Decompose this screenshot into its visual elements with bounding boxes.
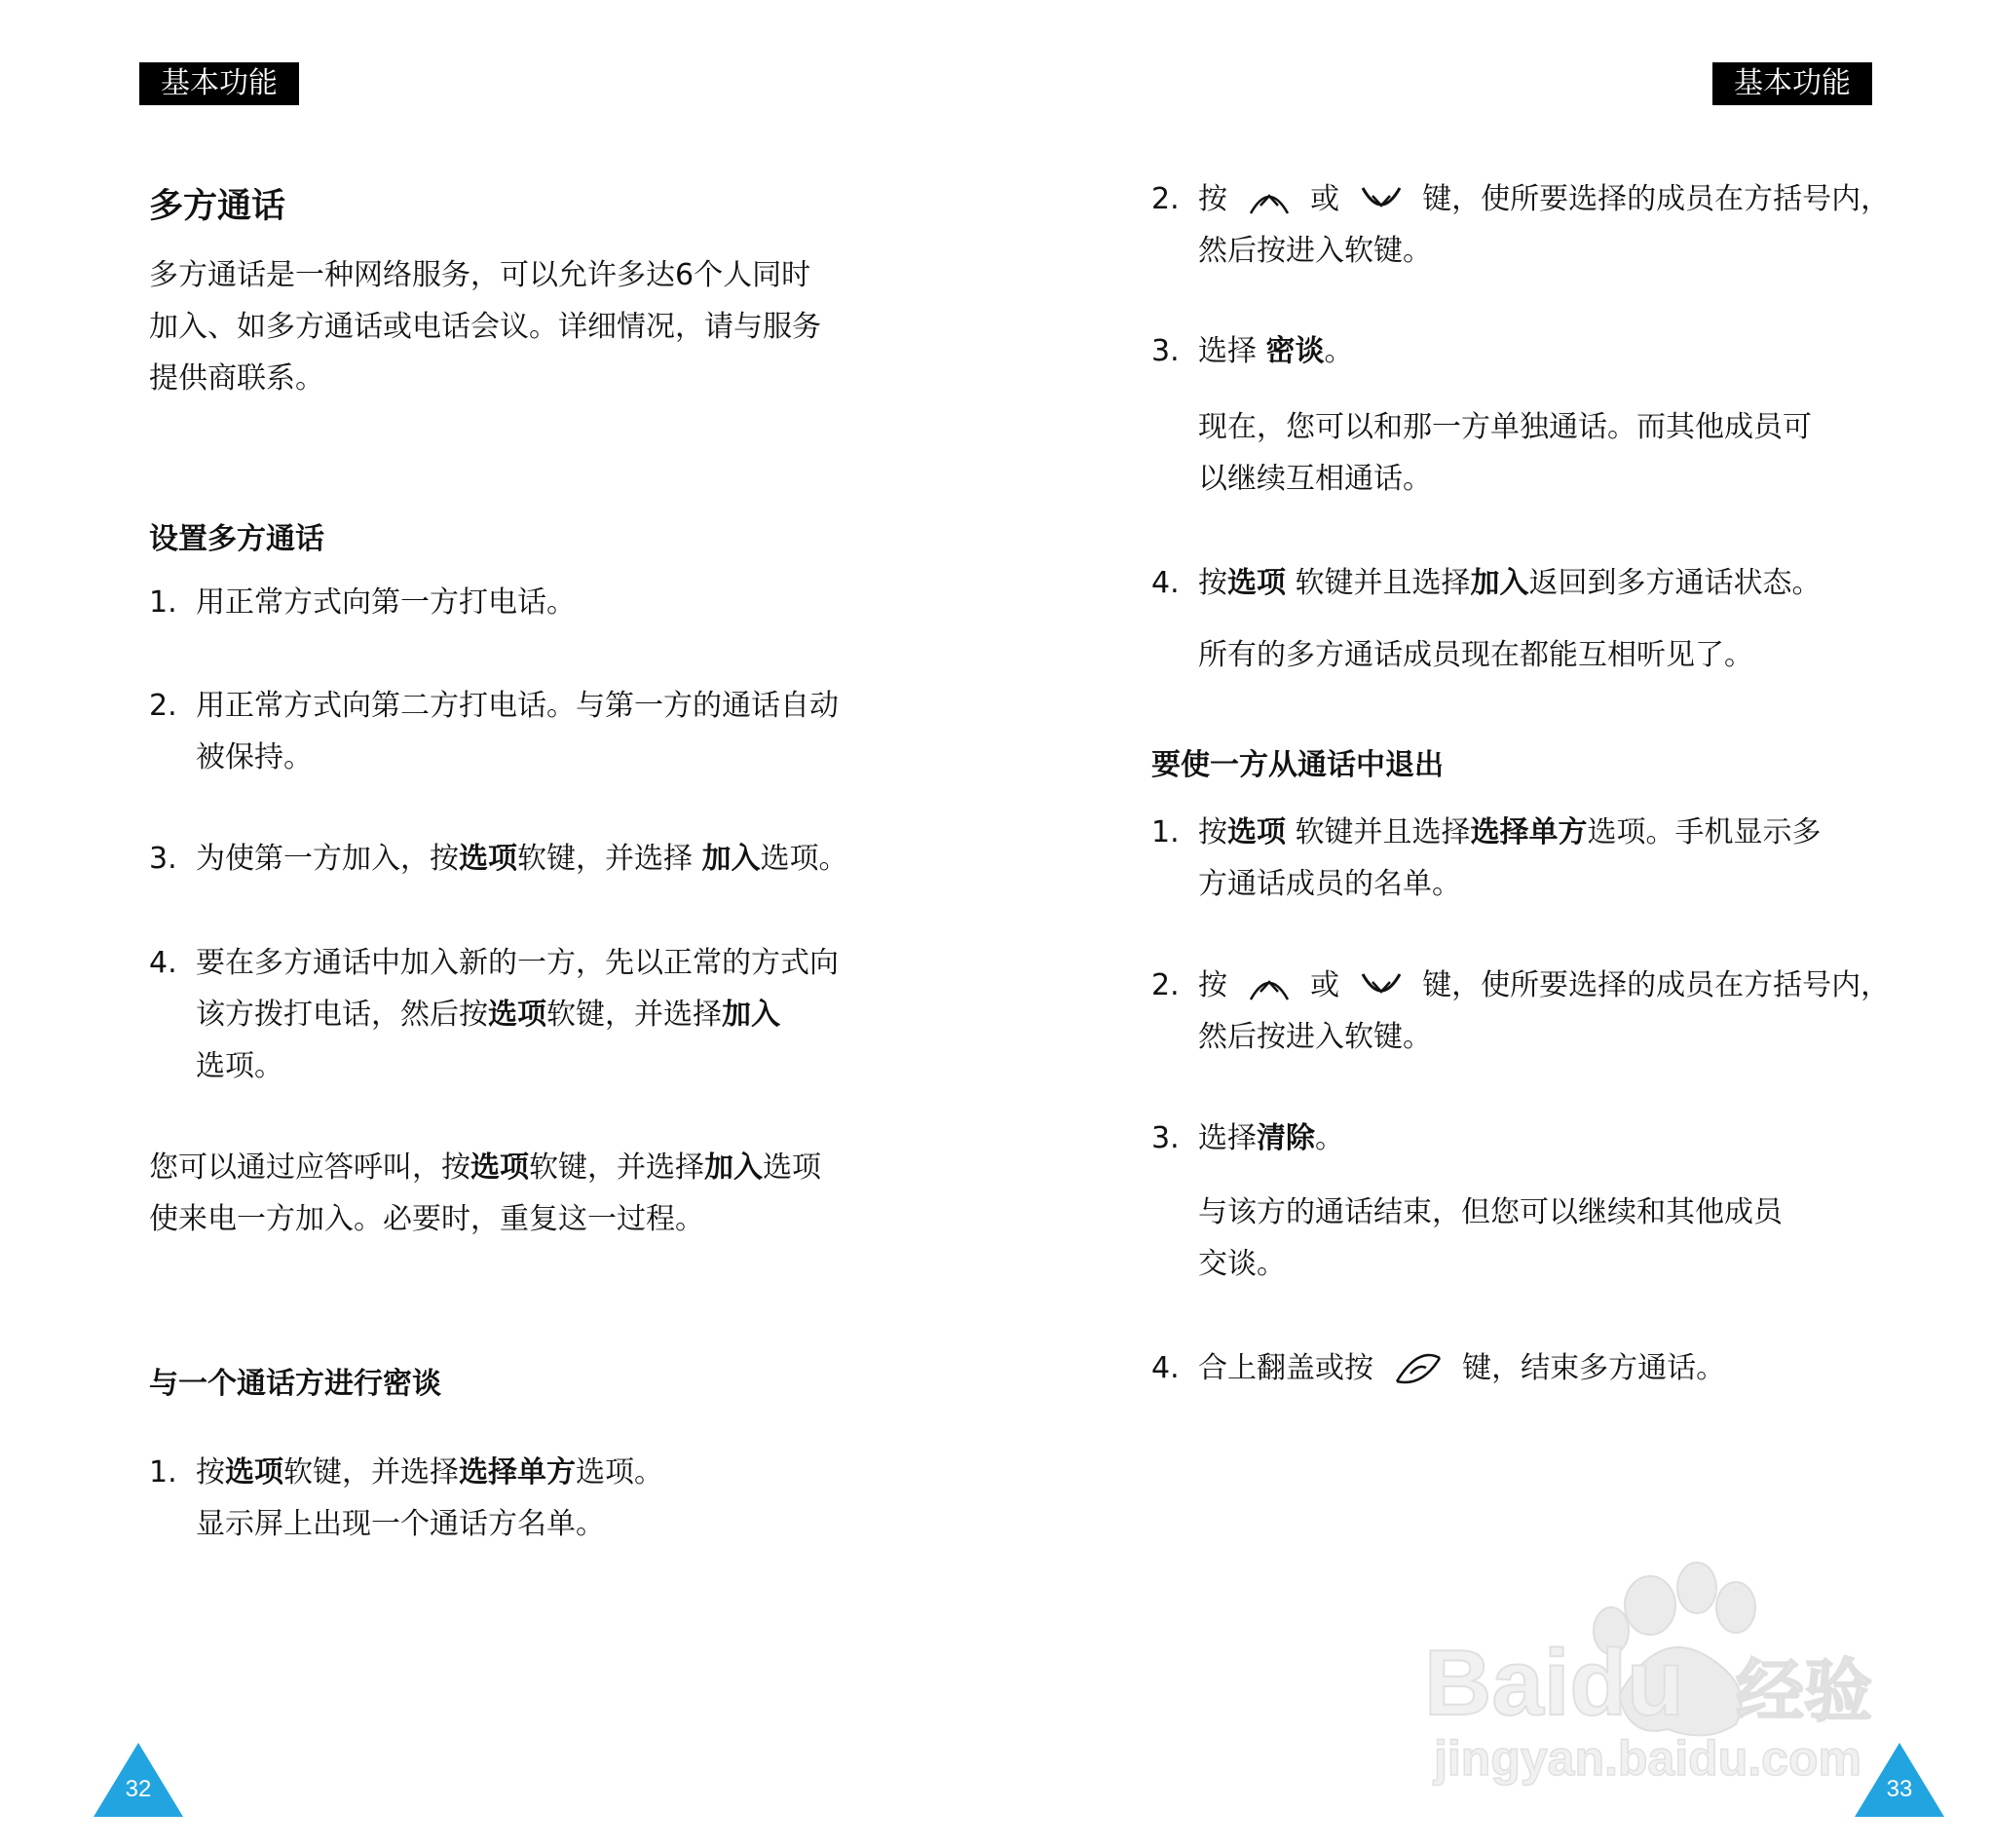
- page-number: 32: [125, 1776, 152, 1802]
- page-number-badge: [94, 1743, 183, 1817]
- svg-text:Baidu: Baidu: [1424, 1631, 1684, 1735]
- left-page: 基本功能 多方通话 多方通话是一种网络服务，可以允许多达6个人同时 加入、如多方通话或电话会议。详细情况，请与服务 提供商联系。 设置多方通话 1. 用正常方式向第一方打电话。 2. 用正常方式向第二方打电话。与第一方的通话自动 被保持。 3. 为使第一方加入，按选项软键，并选择 加入选项。 4. 要在多方通话中加入新的一方，先以正常的方式向 该方拨打电话，然后按选项软键，并选择加入 选项。 您可以通过应答呼叫，按选项软键，并选择加入选项 使来电一方加入。必要时，重复这一过程。 与一个通话方进行密谈 1. 按选项软键，并选择选择单方选项。 显示屏上出现一个通话方名单。 32: [0, 0, 996, 1848]
- description: 现在，您可以和那一方单独通话。而其他成员可 以继续互相通话。: [1198, 410, 1812, 496]
- chapter-tag: 基本功能: [139, 62, 299, 105]
- description: 与该方的通话结束，但您可以继续和其他成员 交谈。: [1198, 1195, 1783, 1281]
- section-title: 多方通话: [149, 187, 286, 226]
- right-page: 基本功能 2. 按 或 键，使所要选择的成员在方括号内， 然后按进入软键。 3. 选择 密谈。 现在，您可以和那一方单独通话。而其他成员可 以继续互相通话。 4. 按选项 软键并且选择加入返回到多方通话状态。 所有的多方通话成员现在都能互相听见了。 要使一方从通话中退出 1. 按选项 软键并且选择选择单方选项。手机显示多 方通话成员的名单。 2. 按 或 键，使所要选择的成员在方括号内， 然后按进入软键。 3. 选择清除。 与该方的通话结束，但您可以继续和其他成员 交谈。 4. 合上翻盖或按 键，结束多方通话。 33: [996, 0, 1991, 1848]
- down-key-icon: [1359, 970, 1404, 1003]
- svg-text:jingyan.baidu.com: jingyan.baidu.com: [1434, 1731, 1861, 1786]
- svg-text:经验: 经验: [1736, 1651, 1872, 1731]
- private-heading: 与一个通话方进行密谈: [149, 1367, 441, 1401]
- intro-paragraph: 多方通话是一种网络服务，可以允许多达6个人同时 加入、如多方通话或电话会议。详细情况，请与服务 提供商联系。: [149, 258, 821, 396]
- setup-heading: 设置多方通话: [149, 522, 324, 556]
- up-key-icon: [1247, 970, 1292, 1003]
- remove-heading: 要使一方从通话中退出: [1151, 748, 1444, 782]
- page-number: 33: [1886, 1776, 1913, 1802]
- chapter-tag: 基本功能: [1712, 62, 1872, 105]
- up-key-icon: [1247, 184, 1292, 217]
- description: 所有的多方通话成员现在都能互相听见了。: [1198, 638, 1753, 672]
- end-call-key-icon: [1393, 1352, 1444, 1387]
- down-key-icon: [1359, 184, 1404, 217]
- baidu-watermark-logo: [1424, 1549, 1882, 1792]
- note-paragraph: 您可以通过应答呼叫，按选项软键，并选择加入选项 使来电一方加入。必要时，重复这一过程。: [149, 1150, 821, 1236]
